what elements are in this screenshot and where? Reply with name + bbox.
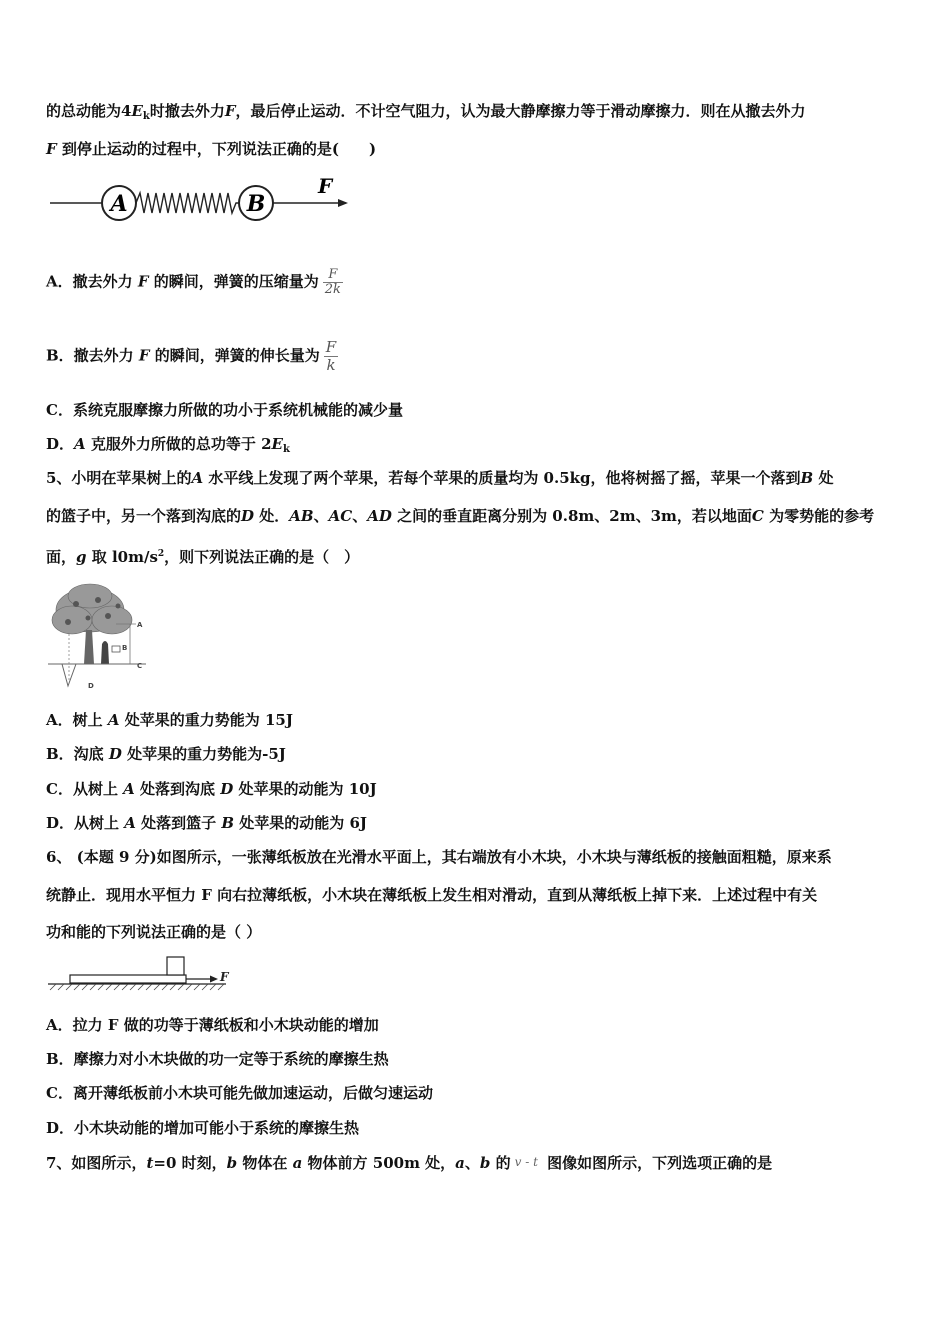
q6-option-a[interactable]: A．拉力 F 做的功等于薄纸板和小木块动能的增加 [46, 1016, 379, 1034]
force-f-label: F [220, 970, 229, 984]
q6-option-b[interactable]: B．摩擦力对小木块做的功一定等于系统的摩擦生热 [46, 1050, 389, 1068]
q5-option-a[interactable]: A．树上 A 处苹果的重力势能为 15J [46, 711, 293, 729]
q4-option-d[interactable]: D．A 克服外力所做的总功等于 $2E_k$ [46, 435, 290, 455]
q5-option-c[interactable]: C．从树上 A 处落到沟底 D 处苹果的动能为 10J [46, 780, 377, 798]
fraction-f-over-2k: $\frac{F}{2k}$ [324, 267, 341, 297]
board-block-figure [46, 954, 236, 994]
q6-option-c[interactable]: C．离开薄纸板前小木块可能先做加速运动，后做匀速运动 [46, 1084, 433, 1102]
spring-blocks-figure [46, 172, 366, 228]
q5-stem-line2: 的篮子中，另一个落到沟底的D 处．AB、AC、AD 之间的垂直距离分别为 0.8m、2m、3m，若以地面C 为零势能的参考 [46, 507, 875, 525]
q6-option-d[interactable]: D．小木块动能的增加可能小于系统的摩擦生热 [46, 1119, 360, 1137]
fraction-f-over-k: $\frac{F}{k}$ [325, 338, 337, 374]
q4-stem-line1: 的总动能为$4E_k$时撤去外力F，最后停止运动．不计空气阻力，认为最大静摩擦力等于滑动摩擦力．则在从撤去外力 [46, 102, 806, 122]
label-c: C [137, 662, 143, 670]
q4-option-a[interactable]: A．撤去外力 F 的瞬间，弹簧的压缩量为 $\frac{F}{2k}$ [46, 267, 341, 297]
apple-tree-figure [46, 582, 152, 692]
q4-stem-line2: F 到停止运动的过程中，下列说法正确的是( ) [46, 140, 377, 158]
block-a-label: A [110, 191, 128, 217]
q4-option-c[interactable]: C．系统克服摩擦力所做的功小于系统机械能的减少量 [46, 401, 403, 419]
label-a: A [137, 621, 143, 629]
q4-option-b[interactable]: B．撤去外力 F 的瞬间，弹簧的伸长量为 $\frac{F}{k}$ [46, 338, 337, 374]
q6-stem-line2: 统静止．现用水平恒力 F 向右拉薄纸板，小木块在薄纸板上发生相对滑动，直到从薄纸板上掉下来．上述过程中有关 [46, 886, 818, 904]
force-f-label: F [318, 174, 333, 198]
block-b-label: B [246, 191, 266, 217]
q7-stem-line1: 7、如图所示，t=0 时刻，b 物体在 a 物体前方 500m 处，a、b 的 v - t 图像如图所示，下列选项正确的是 [46, 1154, 773, 1172]
q5-stem-line3: 面，g 取 $l0m/s^2$，则下列说法正确的是（ ） [46, 548, 360, 566]
q6-stem-line1: 6、 (本题 9 分)如图所示，一张薄纸板放在光滑水平面上，其右端放有小木块，小木块与薄纸板的接触面粗糙，原来系 [46, 848, 832, 866]
q6-stem-line3: 功和能的下列说法正确的是（ ） [46, 923, 262, 941]
label-d: D [88, 682, 94, 690]
label-b: B [122, 644, 128, 652]
q5-stem-line1: 5、小明在苹果树上的A 水平线上发现了两个苹果，若每个苹果的质量均为 0.5kg，他将树摇了摇，苹果一个落到B 处 [46, 469, 834, 487]
vt-symbol: v - t [514, 1155, 538, 1169]
q5-option-d[interactable]: D．从树上 A 处落到篮子 B 处苹果的动能为 6J [46, 814, 367, 832]
q5-option-b[interactable]: B．沟底 D 处苹果的重力势能为-5J [46, 745, 286, 763]
